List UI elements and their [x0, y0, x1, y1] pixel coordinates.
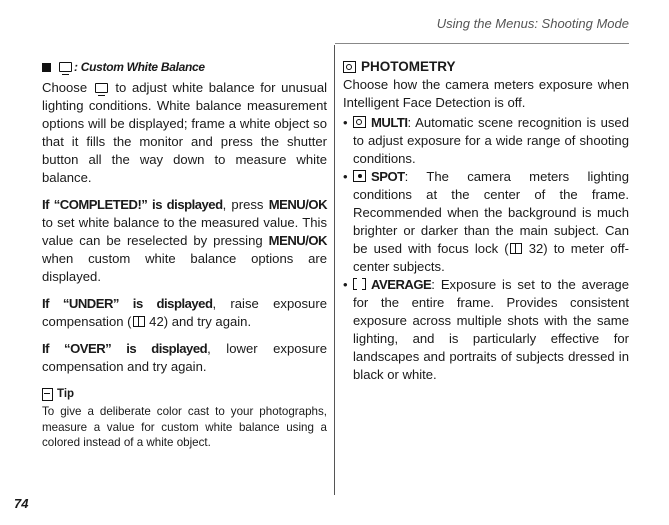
page-number: 74	[14, 496, 29, 511]
list-item-multi: • MULTI: Automatic scene recognition is used to adjust exposure for a wide range of shooting conditions.	[343, 115, 629, 166]
right-column	[343, 58, 629, 384]
header-rule	[335, 43, 629, 44]
custom-white-balance-icon	[95, 83, 108, 93]
list-item-spot: • SPOT: The camera meters lighting conditions at the center of the frame. Recommended when the background is much brighter or darker than the main subject. Can be used with focus lock ( 32) to meter off-center subjects.	[343, 169, 629, 274]
left-column	[42, 58, 327, 451]
page-reference-icon	[510, 243, 522, 254]
spot-metering-icon	[353, 170, 366, 182]
section-title-custom-wb	[42, 58, 327, 76]
photometry-intro: Choose how the camera meters exposure when Intelligent Face Detection is off.	[343, 77, 629, 110]
multi-metering-icon	[353, 116, 366, 128]
tip-heading: Tip	[42, 385, 327, 403]
list-item-average: • AVERAGE: Exposure is set to the average for the entire frame. Provides consistent exposure across multiple shots with the same lighting, and is particularly effective for landscapes and portraits of subjects dressed in black or white.	[343, 277, 629, 382]
tip-text: To give a deliberate color cast to your photographs, measure a value for custom white balance using a colored instead of a white object.	[42, 405, 327, 449]
column-divider	[334, 45, 335, 495]
page-header-title: Using the Menus: Shooting Mode	[436, 16, 629, 31]
intro-paragraph: Choose to adjust white balance for unusual lighting conditions. White balance measurement options will be displayed; frame a white object so that it fills the monitor and press the shutter button all the way down to measure white balance.	[42, 80, 328, 185]
average-metering-icon	[353, 278, 366, 290]
square-bullet-icon	[42, 63, 51, 72]
page-reference-icon	[133, 316, 145, 327]
tip-icon	[42, 388, 53, 401]
custom-white-balance-icon	[59, 62, 72, 72]
section-title-text: : Custom White Balance	[74, 60, 205, 74]
photometry-icon	[343, 61, 356, 73]
completed-paragraph: If “COMPLETED!” is displayed, press MENU/OK to set white balance to the measured value. This value can be reselected by pressing MENU/OK when custom white balance options are displayed.	[42, 197, 328, 284]
photometry-title: PHOTOMETRY	[343, 58, 629, 76]
over-paragraph: If “OVER” is displayed, lower exposure compensation and try again.	[42, 341, 327, 374]
under-paragraph: If “UNDER” is displayed, raise exposure compensation ( 42) and try again.	[42, 296, 327, 329]
